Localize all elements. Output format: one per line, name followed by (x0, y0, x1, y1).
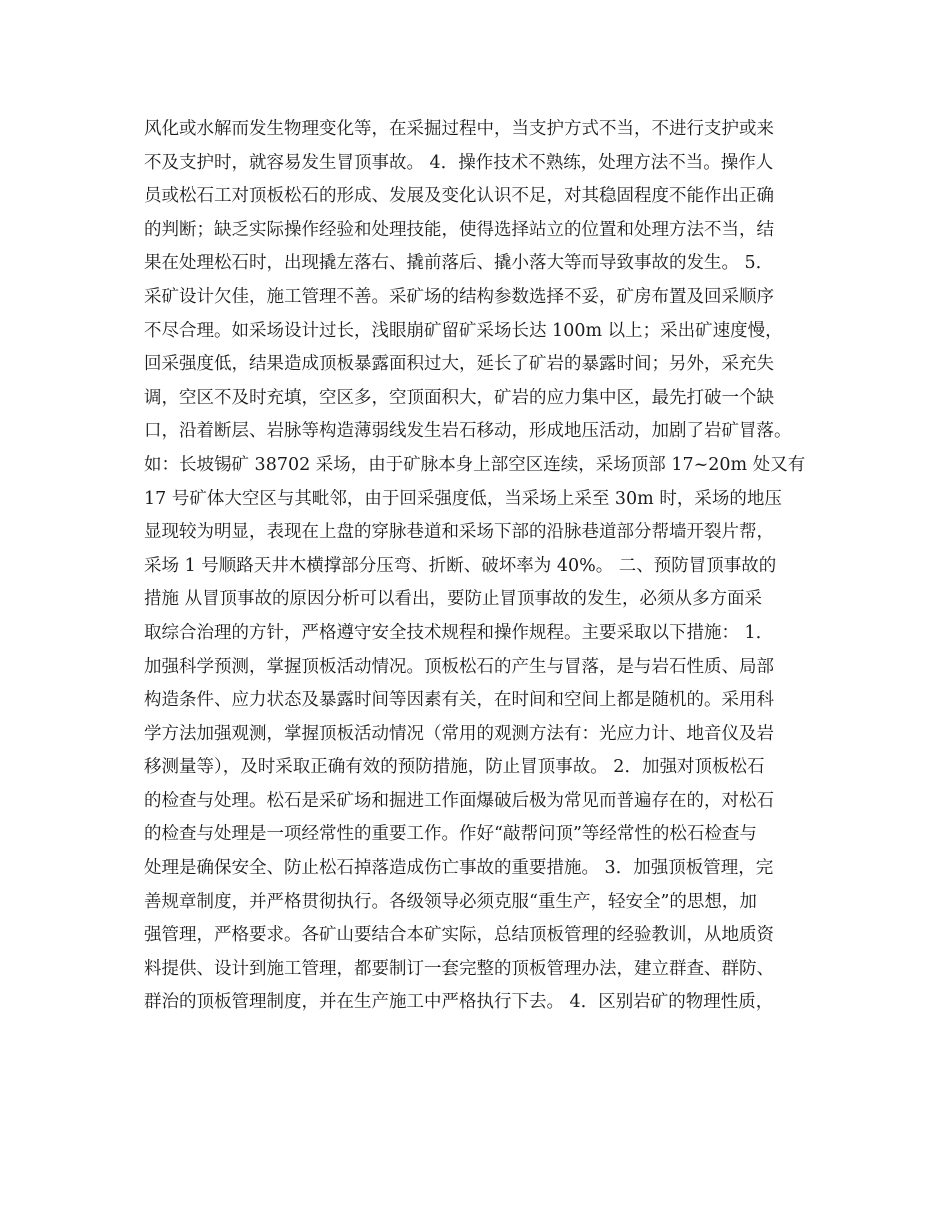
text-line: 处理是确保安全、防止松石掉落造成伤亡事故的重要措施。 3．加强顶板管理，完 (144, 858, 774, 879)
text-line: 口，沿着断层、岩脉等构造薄弱线发生岩石移动，形成地压活动，加剧了岩矿冒落。 (144, 421, 792, 442)
text-line: 取综合治理的方针，严格遵守安全技术规程和操作规程。主要采取以下措施： 1． (144, 622, 774, 643)
text-line: 调，空区不及时充填，空区多，空顶面积大，矿岩的应力集中区，最先打破一个缺 (144, 387, 774, 408)
text-line: 善规章制度，并严格贯彻执行。各级领导必须克服“重生产，轻安全”的思想，加 (144, 891, 757, 912)
text-line: 采矿设计欠佳，施工管理不善。采矿场的结构参数选择不妥，矿房布置及回采顺序 (144, 286, 774, 307)
text-line: 措施 从冒顶事故的原因分析可以看出，要防止冒顶事故的发生，必须从多方面采 (144, 589, 763, 610)
text-line: 风化或水解而发生物理变化等，在采掘过程中，当支护方式不当，不进行支护或来 (144, 119, 774, 139)
text-line: 移测量等），及时采取正确有效的预防措施，防止冒顶事故。 2．加强对顶板松石 (144, 757, 765, 778)
text-line: 的检查与处理是一项经常性的重要工作。作好“敲帮问顶”等经常性的松石检查与 (144, 824, 757, 845)
text-line: 加强科学预测，掌握顶板活动情况。顶板松石的产生与冒落，是与岩石性质、局部 (144, 656, 774, 677)
text-line: 的判断；缺乏实际操作经验和处理技能，使得选择站立的位置和处理方法不当，结 (144, 219, 774, 240)
text-line: 17 号矿体大空区与其毗邻，由于回采强度低，当采场上采至 30m 时，采场的地压 (144, 488, 782, 509)
text-line: 构造条件、应力状态及暴露时间等因素有关，在时间和空间上都是随机的。采用科 (144, 690, 774, 711)
text-line: 员或松石工对顶板松石的形成、发展及变化认识不足，对其稳固程度不能作出正确 (144, 186, 774, 207)
text-line: 料提供、设计到施工管理，都要制订一套完整的顶板管理办法，建立群查、群防、 (144, 958, 774, 979)
text-line: 学方法加强观测，掌握顶板活动情况（常用的观测方法有：光应力计、地音仪及岩 (144, 723, 774, 744)
body-text (144, 113, 834, 1020)
text-line: 果在处理松石时，出现撬左落右、撬前落后、撬小落大等而导致事故的发生。 5． (144, 253, 774, 274)
text-line: 采场 1 号顺路天井木横撑部分压弯、折断、破坏率为 40%。 二、预防冒顶事故的 (144, 555, 777, 576)
text-line: 如：长坡锡矿 38702 采场，由于矿脉本身上部空区连续，采场顶部 17~20m 处又有 (144, 454, 806, 475)
text-line: 的检查与处理。松石是采矿场和掘进工作面爆破后极为常见而普遍存在的，对松石 (144, 790, 774, 811)
text-line: 回采强度低，结果造成顶板暴露面积过大，延长了矿岩的暴露时间；另外，采充失 (144, 354, 774, 375)
text-line: 显现较为明显，表现在上盘的穿脉巷道和采场下部的沿脉巷道部分帮墙开裂片帮， (144, 522, 774, 543)
text-line: 强管理，严格要求。各矿山要结合本矿实际，总结顶板管理的经验教训，从地质资 (144, 925, 774, 946)
text-line: 群治的顶板管理制度，并在生产施工中严格执行下去。 4．区别岩矿的物理性质， (144, 992, 774, 1013)
text-line: 不尽合理。如采场设计过长，浅眼崩矿留矿采场长达 100m 以上；采出矿速度慢， (144, 320, 783, 341)
text-line: 不及支护时，就容易发生冒顶事故。 4．操作技术不熟练，处理方法不当。操作人 (144, 152, 774, 173)
